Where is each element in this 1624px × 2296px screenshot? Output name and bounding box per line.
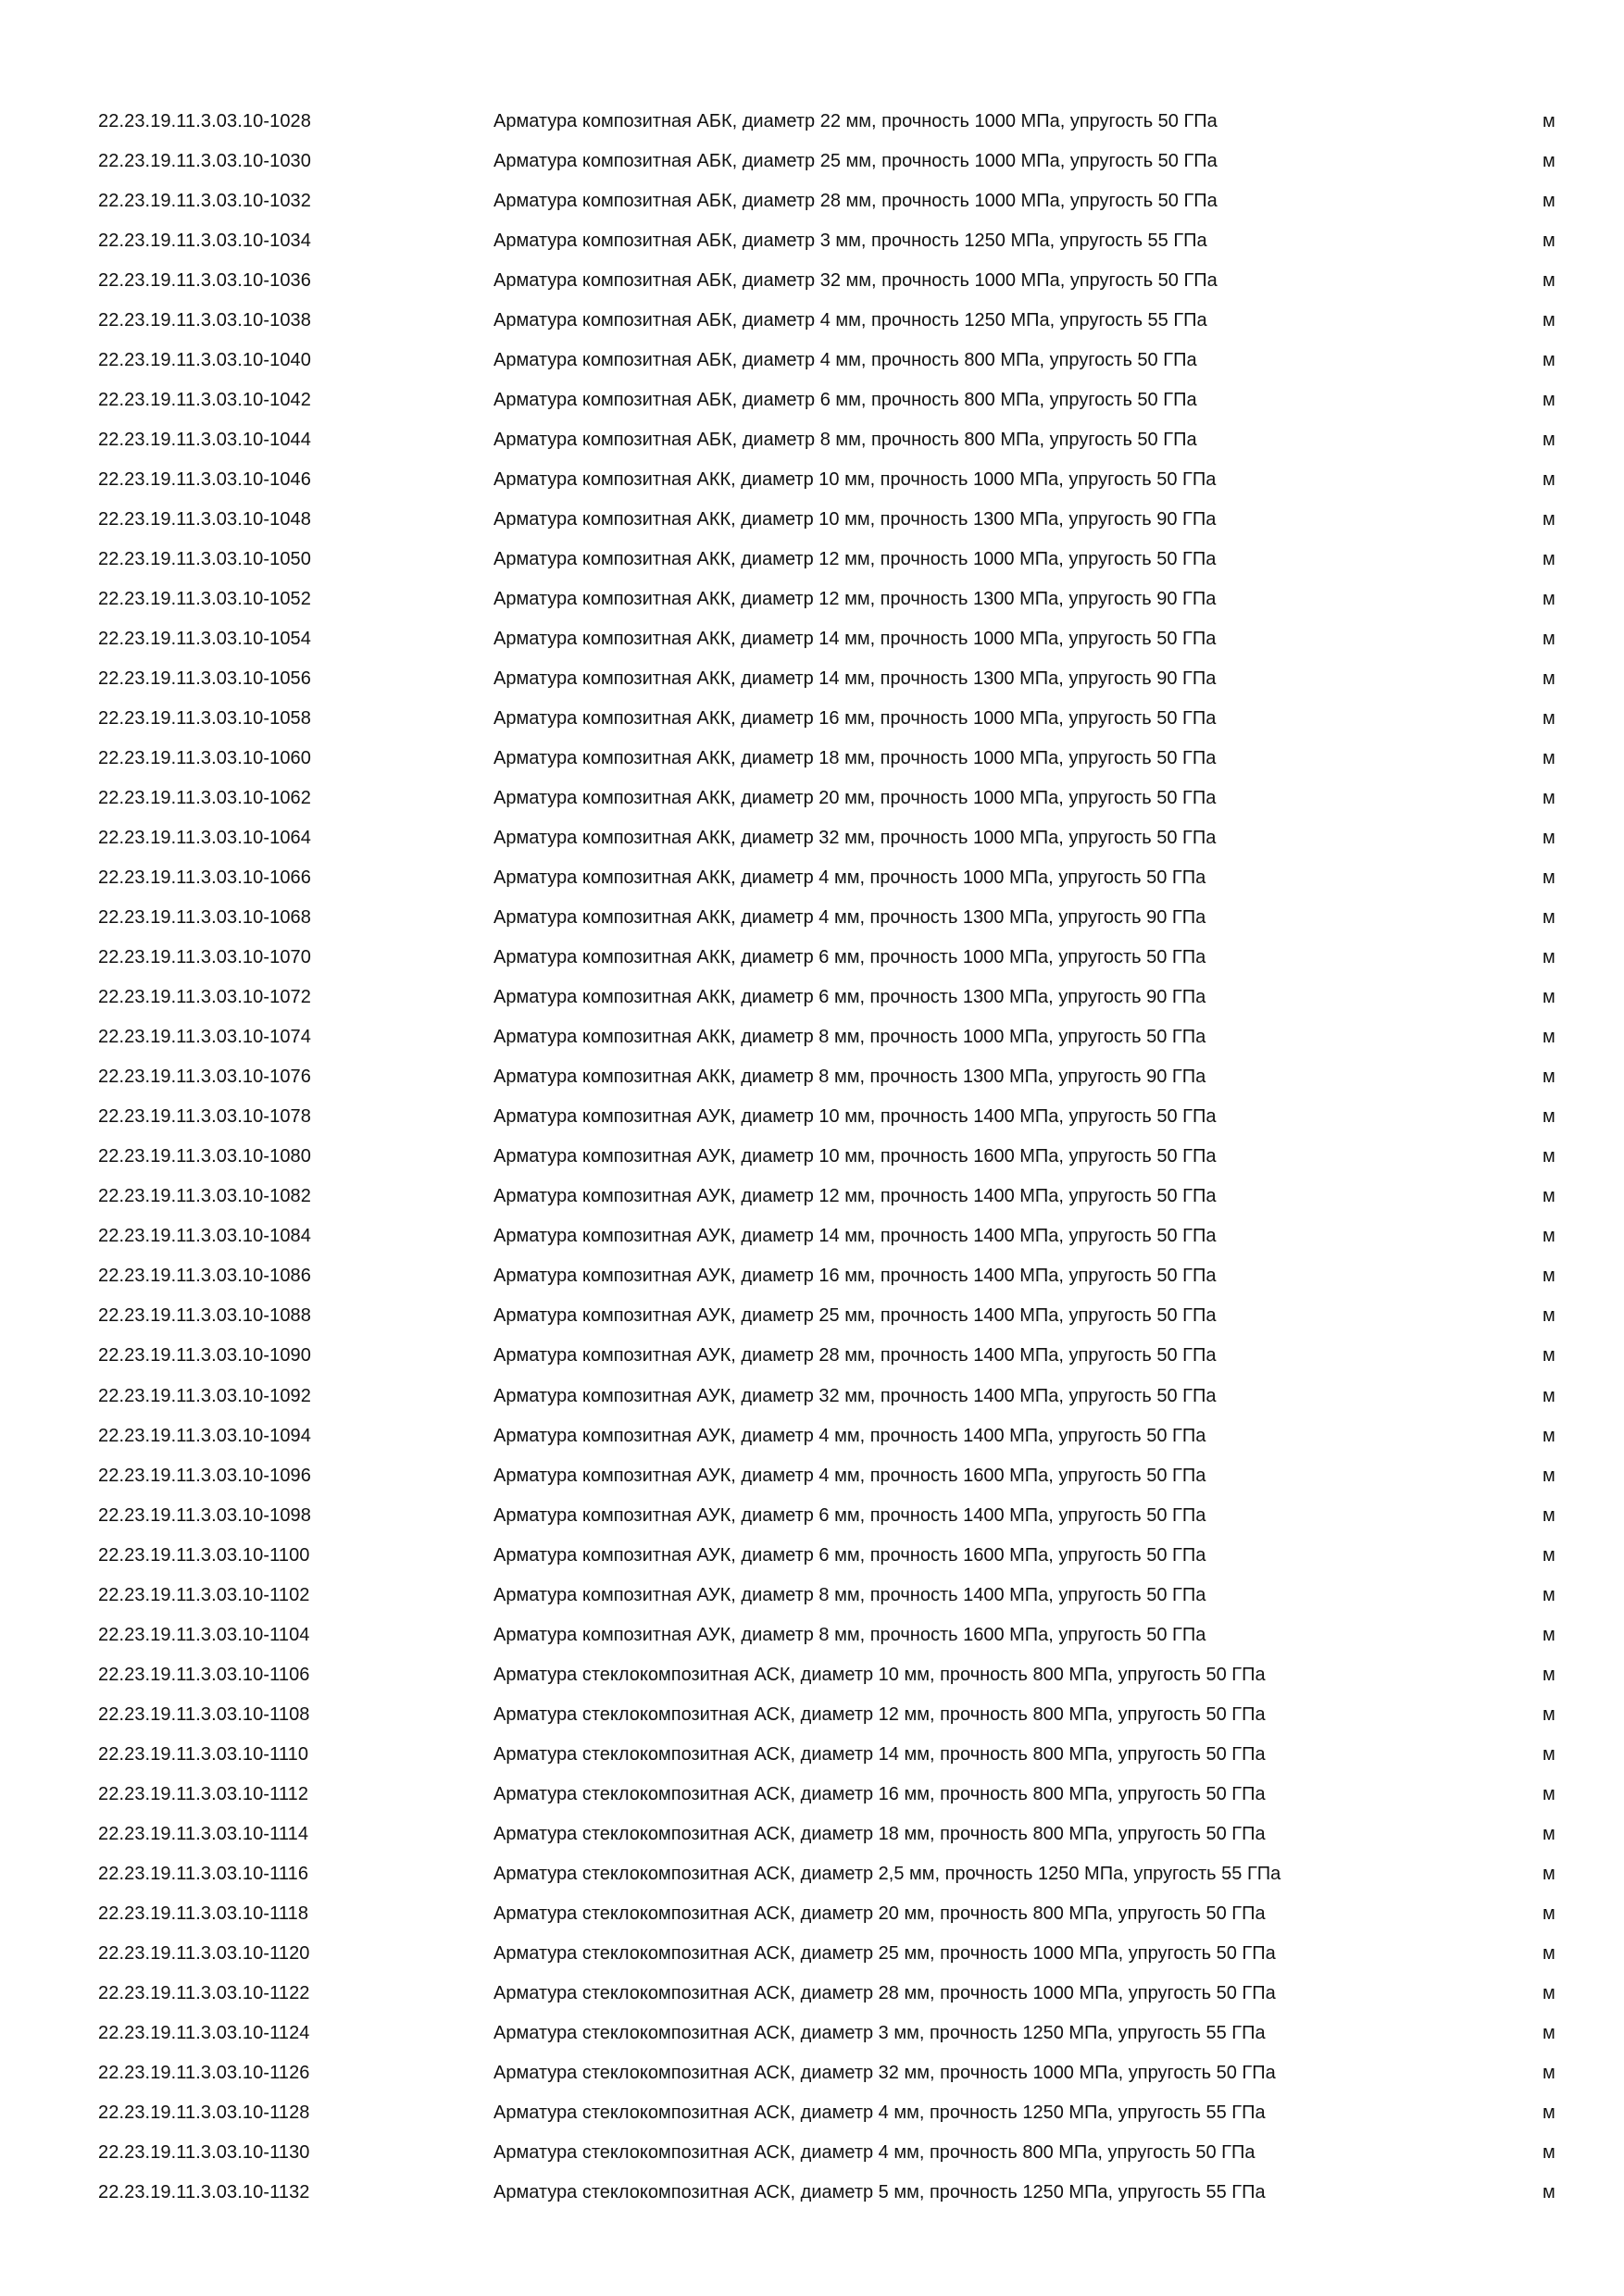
item-name: Арматура композитная АБК, диаметр 4 мм, прочность 1250 МПа, упругость 55 ГПа (493, 310, 1207, 331)
table-row (0, 943, 1624, 983)
item-unit: м (1543, 191, 1555, 212)
item-name: Арматура композитная АКК, диаметр 10 мм, прочность 1300 МПа, упругость 90 ГПа (493, 509, 1217, 530)
item-unit: м (1543, 788, 1555, 809)
item-unit: м (1543, 947, 1555, 968)
item-unit: м (1543, 668, 1555, 690)
item-code: 22.23.19.11.3.03.10-1036 (98, 270, 312, 292)
item-unit: м (1543, 867, 1555, 889)
table-row (0, 1382, 1624, 1422)
item-code: 22.23.19.11.3.03.10-1034 (98, 231, 312, 252)
table-row (0, 2178, 1624, 2218)
table-row (0, 784, 1624, 824)
item-unit: м (1543, 1982, 1555, 2003)
table-row (0, 1701, 1624, 1741)
item-name: Арматура композитная АКК, диаметр 4 мм, прочность 1000 МПа, упругость 50 ГПа (493, 867, 1206, 889)
item-code: 22.23.19.11.3.03.10-1112 (98, 1783, 309, 1804)
table-row (0, 665, 1624, 705)
item-name: Арматура стеклокомпозитная АСК, диаметр 4 мм, прочность 1250 МПа, упругость 55 ГПа (493, 2102, 1266, 2123)
item-unit: м (1543, 1504, 1555, 1526)
table-row (0, 466, 1624, 505)
item-unit: м (1543, 1106, 1555, 1128)
item-name: Арматура композитная АКК, диаметр 12 мм, прочность 1000 МПа, упругость 50 ГПа (493, 549, 1217, 570)
item-name: Арматура композитная АКК, диаметр 20 мм, прочность 1000 МПа, упругость 50 ГПа (493, 788, 1217, 809)
item-unit: м (1543, 2102, 1555, 2123)
item-unit: м (1543, 549, 1555, 570)
item-unit: м (1543, 987, 1555, 1008)
item-code: 22.23.19.11.3.03.10-1130 (98, 2141, 310, 2163)
item-name: Арматура композитная АУК, диаметр 4 мм, прочность 1400 МПа, упругость 50 ГПа (493, 1425, 1206, 1446)
item-name: Арматура стеклокомпозитная АСК, диаметр 16 мм, прочность 800 МПа, упругость 50 ГПа (493, 1783, 1266, 1804)
item-name: Арматура композитная АКК, диаметр 10 мм, прочность 1000 МПа, упругость 50 ГПа (493, 469, 1217, 491)
item-name: Арматура композитная АБК, диаметр 4 мм, прочность 800 МПа, упругость 50 ГПа (493, 350, 1197, 371)
item-unit: м (1543, 2181, 1555, 2202)
table-row (0, 1541, 1624, 1581)
item-unit: м (1543, 1345, 1555, 1366)
item-name: Арматура композитная АУК, диаметр 6 мм, прочность 1600 МПа, упругость 50 ГПа (493, 1544, 1206, 1566)
item-name: Арматура стеклокомпозитная АСК, диаметр 18 мм, прочность 800 МПа, упругость 50 ГПа (493, 1823, 1266, 1844)
item-name: Арматура композитная АБК, диаметр 28 мм, прочность 1000 МПа, упругость 50 ГПа (493, 191, 1218, 212)
item-name: Арматура композитная АКК, диаметр 6 мм, прочность 1000 МПа, упругость 50 ГПа (493, 947, 1206, 968)
table-row (0, 1262, 1624, 1302)
item-name: Арматура композитная АУК, диаметр 16 мм, прочность 1400 МПа, упругость 50 ГПа (493, 1266, 1217, 1287)
item-code: 22.23.19.11.3.03.10-1088 (98, 1305, 312, 1327)
item-unit: м (1543, 1903, 1555, 1924)
table-row (0, 306, 1624, 346)
table-row (0, 705, 1624, 744)
item-unit: м (1543, 350, 1555, 371)
item-unit: м (1543, 1544, 1555, 1566)
item-unit: м (1543, 1027, 1555, 1048)
item-name: Арматура композитная АУК, диаметр 8 мм, прочность 1400 МПа, упругость 50 ГПа (493, 1584, 1206, 1605)
item-code: 22.23.19.11.3.03.10-1064 (98, 828, 312, 849)
item-unit: м (1543, 1186, 1555, 1207)
table-row (0, 1023, 1624, 1063)
item-name: Арматура композитная АБК, диаметр 25 мм, прочность 1000 МПа, упругость 50 ГПа (493, 151, 1218, 172)
item-name: Арматура стеклокомпозитная АСК, диаметр 12 мм, прочность 800 МПа, упругость 50 ГПа (493, 1703, 1266, 1725)
price-list-table (0, 107, 1624, 2218)
item-name: Арматура композитная АКК, диаметр 12 мм, прочность 1300 МПа, упругость 90 ГПа (493, 589, 1217, 610)
table-row (0, 147, 1624, 187)
item-code: 22.23.19.11.3.03.10-1062 (98, 788, 312, 809)
item-unit: м (1543, 1783, 1555, 1804)
item-code: 22.23.19.11.3.03.10-1042 (98, 390, 312, 411)
item-code: 22.23.19.11.3.03.10-1060 (98, 748, 312, 769)
item-unit: м (1543, 270, 1555, 292)
item-code: 22.23.19.11.3.03.10-1040 (98, 350, 312, 371)
item-unit: м (1543, 1266, 1555, 1287)
item-name: Арматура композитная АУК, диаметр 8 мм, прочность 1600 МПа, упругость 50 ГПа (493, 1624, 1206, 1645)
item-unit: м (1543, 111, 1555, 131)
table-row (0, 1341, 1624, 1381)
item-code: 22.23.19.11.3.03.10-1110 (98, 1743, 309, 1765)
table-row (0, 267, 1624, 306)
item-code: 22.23.19.11.3.03.10-1082 (98, 1186, 312, 1207)
item-unit: м (1543, 1067, 1555, 1088)
table-row (0, 1661, 1624, 1701)
table-row (0, 227, 1624, 267)
item-name: Арматура композитная АБК, диаметр 32 мм, прочность 1000 МПа, упругость 50 ГПа (493, 270, 1218, 292)
item-name: Арматура композитная АУК, диаметр 10 мм, прочность 1600 МПа, упругость 50 ГПа (493, 1146, 1217, 1167)
item-unit: м (1543, 2022, 1555, 2043)
item-name: Арматура композитная АКК, диаметр 8 мм, прочность 1000 МПа, упругость 50 ГПа (493, 1027, 1206, 1048)
item-code: 22.23.19.11.3.03.10-1068 (98, 907, 312, 929)
item-code: 22.23.19.11.3.03.10-1124 (98, 2022, 310, 2043)
item-code: 22.23.19.11.3.03.10-1086 (98, 1266, 312, 1287)
item-name: Арматура композитная АБК, диаметр 3 мм, прочность 1250 МПа, упругость 55 ГПа (493, 231, 1207, 252)
item-unit: м (1543, 589, 1555, 610)
item-code: 22.23.19.11.3.03.10-1100 (98, 1544, 310, 1566)
table-row (0, 1502, 1624, 1541)
item-unit: м (1543, 390, 1555, 411)
table-row (0, 625, 1624, 665)
table-row (0, 1860, 1624, 1900)
item-code: 22.23.19.11.3.03.10-1132 (98, 2181, 310, 2202)
item-name: Арматура композитная АБК, диаметр 22 мм, прочность 1000 МПа, упругость 50 ГПа (493, 111, 1218, 131)
item-name: Арматура композитная АУК, диаметр 14 мм, прочность 1400 МПа, упругость 50 ГПа (493, 1226, 1217, 1247)
item-name: Арматура стеклокомпозитная АСК, диаметр 20 мм, прочность 800 МПа, упругость 50 ГПа (493, 1903, 1266, 1924)
table-row (0, 1940, 1624, 1979)
item-unit: м (1543, 469, 1555, 491)
item-code: 22.23.19.11.3.03.10-1120 (98, 1942, 310, 1964)
item-unit: м (1543, 1823, 1555, 1844)
item-name: Арматура композитная АКК, диаметр 14 мм, прочность 1300 МПа, упругость 90 ГПа (493, 668, 1217, 690)
table-row (0, 1182, 1624, 1222)
item-code: 22.23.19.11.3.03.10-1098 (98, 1504, 312, 1526)
item-name: Арматура композитная АКК, диаметр 32 мм, прочность 1000 МПа, упругость 50 ГПа (493, 828, 1217, 849)
item-unit: м (1543, 2062, 1555, 2083)
item-code: 22.23.19.11.3.03.10-1108 (98, 1703, 310, 1725)
item-code: 22.23.19.11.3.03.10-1038 (98, 310, 312, 331)
item-code: 22.23.19.11.3.03.10-1116 (98, 1863, 309, 1884)
item-unit: м (1543, 1664, 1555, 1685)
table-row (0, 386, 1624, 426)
item-code: 22.23.19.11.3.03.10-1048 (98, 509, 312, 530)
item-code: 22.23.19.11.3.03.10-1090 (98, 1345, 312, 1366)
item-unit: м (1543, 1703, 1555, 1725)
table-row (0, 1621, 1624, 1661)
item-name: Арматура композитная АКК, диаметр 6 мм, прочность 1300 МПа, упругость 90 ГПа (493, 987, 1206, 1008)
item-name: Арматура стеклокомпозитная АСК, диаметр 10 мм, прочность 800 МПа, упругость 50 ГПа (493, 1664, 1266, 1685)
item-code: 22.23.19.11.3.03.10-1078 (98, 1106, 312, 1128)
item-unit: м (1543, 1584, 1555, 1605)
item-code: 22.23.19.11.3.03.10-1092 (98, 1385, 312, 1406)
item-code: 22.23.19.11.3.03.10-1066 (98, 867, 312, 889)
item-code: 22.23.19.11.3.03.10-1032 (98, 191, 312, 212)
item-name: Арматура стеклокомпозитная АСК, диаметр 14 мм, прочность 800 МПа, упругость 50 ГПа (493, 1743, 1266, 1765)
item-name: Арматура композитная АБК, диаметр 6 мм, прочность 800 МПа, упругость 50 ГПа (493, 390, 1197, 411)
table-row (0, 1979, 1624, 2019)
table-row (0, 2099, 1624, 2139)
item-code: 22.23.19.11.3.03.10-1044 (98, 430, 312, 451)
item-name: Арматура композитная АУК, диаметр 10 мм, прочность 1400 МПа, упругость 50 ГПа (493, 1106, 1217, 1128)
table-row (0, 187, 1624, 227)
table-row (0, 744, 1624, 784)
table-row (0, 1302, 1624, 1341)
item-unit: м (1543, 1385, 1555, 1406)
table-row (0, 1222, 1624, 1262)
item-code: 22.23.19.11.3.03.10-1028 (98, 111, 312, 131)
item-name: Арматура композитная АБК, диаметр 8 мм, прочность 800 МПа, упругость 50 ГПа (493, 430, 1197, 451)
table-row (0, 346, 1624, 386)
item-unit: м (1543, 629, 1555, 650)
item-unit: м (1543, 748, 1555, 769)
item-code: 22.23.19.11.3.03.10-1114 (98, 1823, 309, 1844)
item-code: 22.23.19.11.3.03.10-1106 (98, 1664, 310, 1685)
table-row (0, 864, 1624, 904)
item-code: 22.23.19.11.3.03.10-1102 (98, 1584, 310, 1605)
item-code: 22.23.19.11.3.03.10-1072 (98, 987, 312, 1008)
item-code: 22.23.19.11.3.03.10-1054 (98, 629, 312, 650)
item-code: 22.23.19.11.3.03.10-1080 (98, 1146, 312, 1167)
item-code: 22.23.19.11.3.03.10-1074 (98, 1027, 312, 1048)
item-unit: м (1543, 1743, 1555, 1765)
item-name: Арматура композитная АКК, диаметр 18 мм, прочность 1000 МПа, упругость 50 ГПа (493, 748, 1217, 769)
item-code: 22.23.19.11.3.03.10-1126 (98, 2062, 310, 2083)
item-name: Арматура композитная АУК, диаметр 12 мм, прочность 1400 МПа, упругость 50 ГПа (493, 1186, 1217, 1207)
item-name: Арматура композитная АКК, диаметр 8 мм, прочность 1300 МПа, упругость 90 ГПа (493, 1067, 1206, 1088)
item-unit: м (1543, 151, 1555, 172)
item-unit: м (1543, 1146, 1555, 1167)
item-code: 22.23.19.11.3.03.10-1128 (98, 2102, 310, 2123)
item-name: Арматура композитная АУК, диаметр 4 мм, прочность 1600 МПа, упругость 50 ГПа (493, 1465, 1206, 1486)
item-name: Арматура стеклокомпозитная АСК, диаметр 25 мм, прочность 1000 МПа, упругость 50 ГПа (493, 1942, 1276, 1964)
item-name: Арматура композитная АКК, диаметр 14 мм, прочность 1000 МПа, упругость 50 ГПа (493, 629, 1217, 650)
item-name: Арматура композитная АУК, диаметр 28 мм, прочность 1400 МПа, упругость 50 ГПа (493, 1345, 1217, 1366)
item-unit: м (1543, 1305, 1555, 1327)
item-code: 22.23.19.11.3.03.10-1052 (98, 589, 312, 610)
item-unit: м (1543, 1942, 1555, 1964)
item-code: 22.23.19.11.3.03.10-1056 (98, 668, 312, 690)
table-row (0, 545, 1624, 585)
table-row (0, 1780, 1624, 1820)
item-code: 22.23.19.11.3.03.10-1104 (98, 1624, 310, 1645)
item-code: 22.23.19.11.3.03.10-1122 (98, 1982, 310, 2003)
item-unit: м (1543, 828, 1555, 849)
item-unit: м (1543, 1624, 1555, 1645)
item-unit: м (1543, 430, 1555, 451)
item-code: 22.23.19.11.3.03.10-1084 (98, 1226, 312, 1247)
item-unit: м (1543, 2141, 1555, 2163)
item-unit: м (1543, 310, 1555, 331)
table-row (0, 1103, 1624, 1142)
table-row (0, 1462, 1624, 1502)
table-row (0, 2139, 1624, 2178)
item-unit: м (1543, 708, 1555, 730)
table-row (0, 2019, 1624, 2059)
table-row (0, 983, 1624, 1023)
item-code: 22.23.19.11.3.03.10-1094 (98, 1425, 312, 1446)
item-unit: м (1543, 1863, 1555, 1884)
table-row (0, 426, 1624, 466)
item-code: 22.23.19.11.3.03.10-1050 (98, 549, 312, 570)
item-code: 22.23.19.11.3.03.10-1076 (98, 1067, 312, 1088)
table-row (0, 1142, 1624, 1182)
table-row (0, 904, 1624, 943)
table-row (0, 1820, 1624, 1860)
item-name: Арматура композитная АКК, диаметр 4 мм, прочность 1300 МПа, упругость 90 ГПа (493, 907, 1206, 929)
item-code: 22.23.19.11.3.03.10-1030 (98, 151, 312, 172)
table-row (0, 107, 1624, 147)
item-code: 22.23.19.11.3.03.10-1096 (98, 1465, 312, 1486)
item-name: Арматура композитная АУК, диаметр 32 мм, прочность 1400 МПа, упругость 50 ГПа (493, 1385, 1217, 1406)
item-name: Арматура стеклокомпозитная АСК, диаметр 32 мм, прочность 1000 МПа, упругость 50 ГПа (493, 2062, 1276, 2083)
item-name: Арматура стеклокомпозитная АСК, диаметр 3 мм, прочность 1250 МПа, упругость 55 ГПа (493, 2022, 1266, 2043)
item-code: 22.23.19.11.3.03.10-1046 (98, 469, 312, 491)
item-name: Арматура композитная АКК, диаметр 16 мм, прочность 1000 МПа, упругость 50 ГПа (493, 708, 1217, 730)
item-code: 22.23.19.11.3.03.10-1118 (98, 1903, 309, 1924)
table-row (0, 585, 1624, 625)
item-name: Арматура стеклокомпозитная АСК, диаметр 28 мм, прочность 1000 МПа, упругость 50 ГПа (493, 1982, 1276, 2003)
item-name: Арматура стеклокомпозитная АСК, диаметр 4 мм, прочность 800 МПа, упругость 50 ГПа (493, 2141, 1255, 2163)
table-row (0, 1741, 1624, 1780)
item-unit: м (1543, 907, 1555, 929)
item-unit: м (1543, 1465, 1555, 1486)
table-row (0, 1581, 1624, 1621)
table-row (0, 824, 1624, 864)
item-name: Арматура стеклокомпозитная АСК, диаметр 2,5 мм, прочность 1250 МПа, упругость 55 ГПа (493, 1863, 1281, 1884)
table-row (0, 2059, 1624, 2099)
item-name: Арматура композитная АУК, диаметр 6 мм, прочность 1400 МПа, упругость 50 ГПа (493, 1504, 1206, 1526)
table-row (0, 1063, 1624, 1103)
table-row (0, 505, 1624, 545)
item-unit: м (1543, 509, 1555, 530)
item-name: Арматура стеклокомпозитная АСК, диаметр 5 мм, прочность 1250 МПа, упругость 55 ГПа (493, 2181, 1266, 2202)
table-row (0, 1900, 1624, 1940)
table-row (0, 1422, 1624, 1462)
item-unit: м (1543, 1425, 1555, 1446)
item-unit: м (1543, 1226, 1555, 1247)
item-name: Арматура композитная АУК, диаметр 25 мм, прочность 1400 МПа, упругость 50 ГПа (493, 1305, 1217, 1327)
item-code: 22.23.19.11.3.03.10-1070 (98, 947, 312, 968)
item-code: 22.23.19.11.3.03.10-1058 (98, 708, 312, 730)
item-unit: м (1543, 231, 1555, 252)
